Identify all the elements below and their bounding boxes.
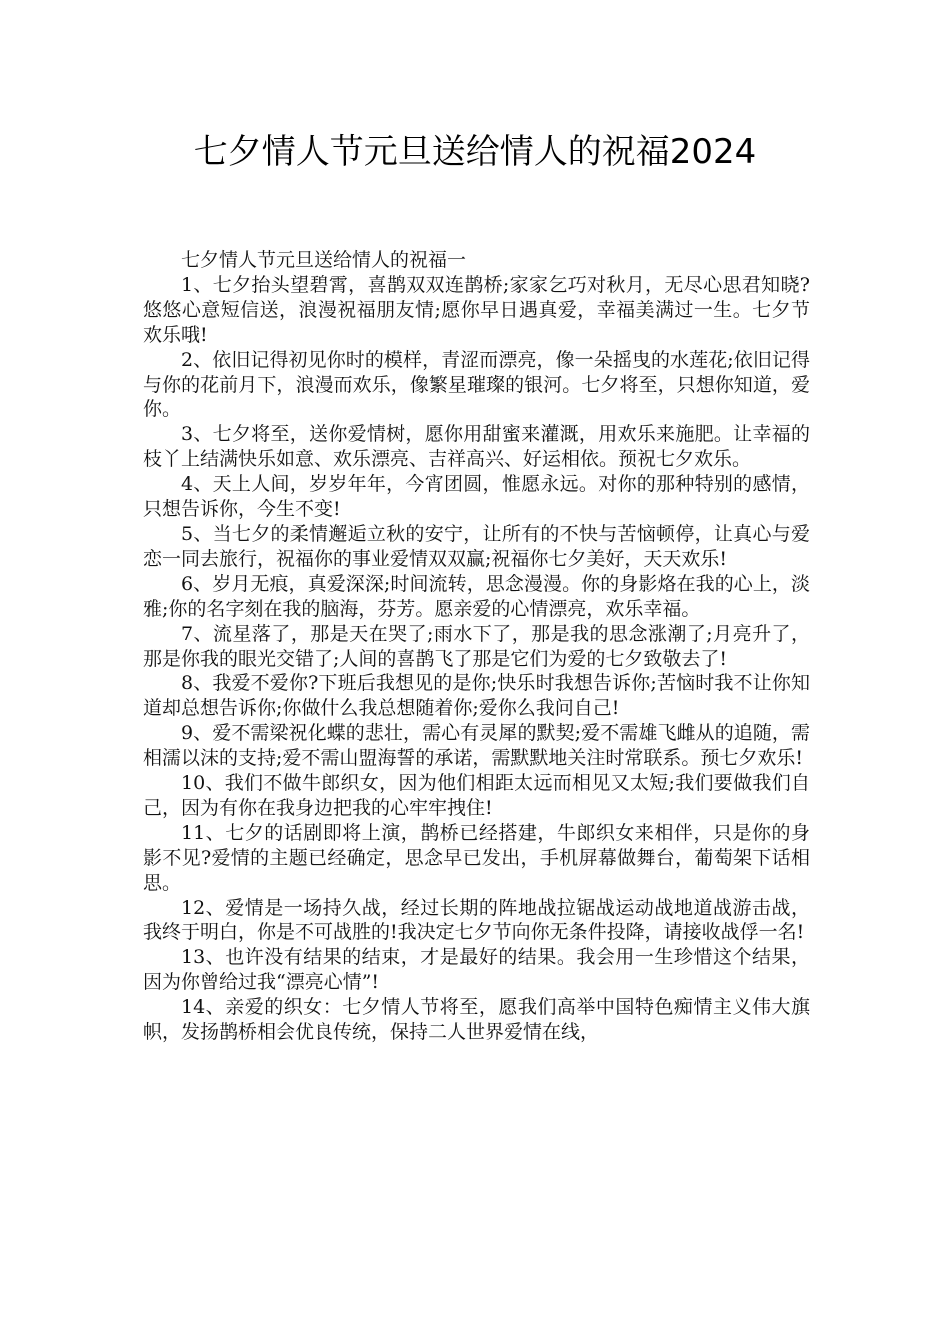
paragraph-12: 12、爱情是一场持久战，经过长期的阵地战拉锯战运动战地道战游击战，我终于明白，你是不可战胜的!我决定七夕节向你无条件投降，请接收战俘一名!	[143, 896, 810, 944]
document-title: 七夕情人节元旦送给情人的祝福2024	[193, 132, 757, 172]
paragraph-7: 7、流星落了，那是天在哭了;雨水下了，那是我的思念涨潮了;月亮升了，那是你我的眼光交错了;人间的喜鹊飞了那是它们为爱的七夕致敬去了!	[143, 622, 810, 670]
paragraph-3: 3、七夕将至，送你爱情树，愿你用甜蜜来灌溉，用欢乐来施肥。让幸福的枝丫上结满快乐如意、欢乐漂亮、吉祥高兴、好运相依。预祝七夕欢乐。	[143, 423, 810, 471]
paragraph-14: 14、亲爱的织女：七夕情人节将至，愿我们高举中国特色痴情主义伟大旗帜，发扬鹊桥相会优良传统，保持二人世界爱情在线，	[143, 996, 810, 1044]
paragraph-2: 2、依旧记得初见你时的模样，青涩而漂亮，像一朵摇曳的水莲花;依旧记得与你的花前月下，浪漫而欢乐，像繁星璀璨的银河。七夕将至，只想你知道，爱你。	[143, 348, 810, 421]
paragraph-1: 1、七夕抬头望碧霄，喜鹊双双连鹊桥;家家乞巧对秋月，无尽心思君知晓?悠悠心意短信送，浪漫祝福朋友情;愿你早日遇真爱，幸福美满过一生。七夕节欢乐哦!	[143, 273, 810, 346]
paragraph-6: 6、岁月无痕，真爱深深;时间流转，思念漫漫。你的身影烙在我的心上，淡雅;你的名字刻在我的脑海，芬芳。愿亲爱的心情漂亮，欢乐幸福。	[143, 572, 810, 620]
section-heading: 七夕情人节元旦送给情人的祝福一	[181, 249, 467, 271]
paragraph-9: 9、爱不需梁祝化蝶的悲壮，需心有灵犀的默契;爱不需雄飞雌从的追随，需相濡以沫的支持;爱不需山盟海誓的承诺，需默默地关注时常联系。预七夕欢乐!	[143, 722, 810, 770]
document-body	[143, 248, 810, 1045]
paragraph-11: 11、七夕的话剧即将上演，鹊桥已经搭建，牛郎织女来相伴，只是你的身影不见?爱情的主题已经确定，思念早已发出，手机屏幕做舞台，葡萄架下话相思。	[143, 821, 810, 894]
paragraph-8: 8、我爱不爱你?下班后我想见的是你;快乐时我想告诉你;苦恼时我不让你知道却总想告诉你;你做什么我总想随着你;爱你么我问自己!	[143, 672, 810, 720]
paragraph-5: 5、当七夕的柔情邂逅立秋的安宁，让所有的不快与苦恼顿停，让真心与爱恋一同去旅行，祝福你的事业爱情双双赢;祝福你七夕美好，天天欢乐!	[143, 522, 810, 570]
paragraph-4: 4、天上人间，岁岁年年，今宵团圆，惟愿永远。对你的那种特别的感情，只想告诉你，今生不变!	[143, 473, 810, 521]
paragraph-10: 10、我们不做牛郎织女，因为他们相距太远而相见又太短;我们要做我们自己，因为有你在我身边把我的心牢牢拽住!	[143, 772, 810, 819]
paragraph-13: 13、也许没有结果的结束，才是最好的结果。我会用一生珍惜这个结果，因为你曾给过我“漂亮心情”!	[143, 946, 810, 994]
